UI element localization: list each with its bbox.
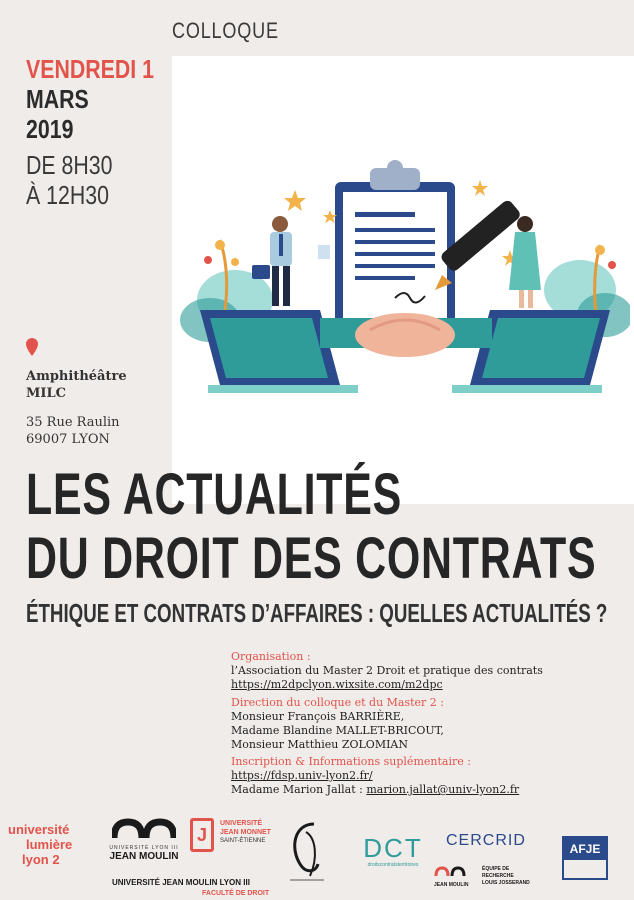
afje-name: AFJE bbox=[564, 838, 606, 860]
dct-name: DCT bbox=[363, 833, 423, 863]
lj-jml-mark-icon bbox=[434, 865, 468, 877]
jml-name: JEAN MOULIN bbox=[109, 851, 179, 862]
inscription-link[interactable]: https://fdsp.univ-lyon2.fr/ bbox=[231, 769, 373, 782]
organisation-name: l’Association du Master 2 Droit et pratique des contrats bbox=[231, 664, 543, 677]
logo-cercrid bbox=[446, 832, 526, 850]
monogram-logo-icon bbox=[284, 818, 330, 882]
time-start: DE 8H30 bbox=[26, 150, 113, 180]
organisation-label: Organisation : bbox=[231, 650, 311, 663]
lyon2-line1: université bbox=[8, 822, 70, 837]
time-end: À 12H30 bbox=[26, 180, 109, 210]
lj-line3: LOUIS JOSSERAND bbox=[482, 880, 530, 886]
jml-sub: UNIVERSITÉ LYON III bbox=[109, 845, 179, 851]
faculte-line2: FACULTÉ DE DROIT bbox=[202, 890, 270, 897]
logo-jean-moulin-lyon3 bbox=[104, 818, 184, 862]
date-year: 2019 bbox=[26, 114, 74, 144]
category-label: COLLOQUE bbox=[172, 18, 279, 43]
address-line2: 69007 LYON bbox=[26, 432, 110, 447]
logo-afje bbox=[562, 836, 608, 880]
organisation-link[interactable]: https://m2dpclyon.wixsite.com/m2dpc bbox=[231, 678, 443, 691]
contact-email-link[interactable]: marion.jallat@univ-lyon2.fr bbox=[366, 783, 520, 796]
faculte-line1: UNIVERSITÉ JEAN MOULIN LYON III bbox=[112, 878, 250, 887]
logo-dct bbox=[358, 834, 428, 868]
location-pin-icon bbox=[26, 338, 38, 356]
cercrid-name: CERCRID bbox=[446, 832, 526, 849]
logo-louis-josserand bbox=[434, 864, 530, 888]
direction-label: Direction du colloque et du Master 2 : bbox=[231, 696, 445, 709]
lj-sub: JEAN MOULIN bbox=[434, 882, 469, 888]
lyon2-line2: lumière bbox=[26, 837, 73, 852]
venue-name-line1: Amphithéâtre bbox=[26, 369, 127, 384]
title-line1: LES ACTUALITÉS bbox=[26, 462, 402, 527]
address-line1: 35 Rue Raulin bbox=[26, 415, 120, 430]
director-1: Monsieur François BARRIÈRE, bbox=[231, 710, 405, 723]
venue-name-line2: MILC bbox=[26, 386, 66, 401]
contract-handshake-illustration bbox=[180, 150, 630, 395]
date-month: MARS bbox=[26, 84, 89, 114]
title-line2: DU DROIT DES CONTRATS bbox=[26, 526, 597, 591]
ujm-line2: JEAN MONNET bbox=[220, 829, 271, 836]
dct-sub: droitscontratsterritoires bbox=[367, 862, 419, 868]
logo-faculte-droit bbox=[112, 872, 269, 897]
ujm-line3: SAINT-ÉTIENNE bbox=[220, 838, 266, 844]
jml-mark-icon bbox=[112, 818, 176, 840]
date-day: VENDREDI 1 bbox=[26, 54, 154, 84]
director-2: Madame Blandine MALLET-BRICOUT, bbox=[231, 724, 444, 737]
ujm-mark-icon: J bbox=[190, 818, 214, 852]
contact-line bbox=[231, 783, 519, 796]
lj-line2: RECHERCHE bbox=[482, 873, 514, 879]
contact-prefix: Madame Marion Jallat : bbox=[231, 783, 367, 796]
inscription-label: Inscription & Informations suplémentaire : bbox=[231, 755, 471, 768]
ujm-line1: UNIVERSITÉ bbox=[220, 820, 263, 827]
lyon2-line3: lyon 2 bbox=[22, 852, 60, 867]
director-3: Monsieur Matthieu ZOLOMIAN bbox=[231, 738, 408, 751]
logo-universite-lyon2 bbox=[8, 822, 90, 867]
subtitle: ÉTHIQUE ET CONTRATS D’AFFAIRES : QUELLES ACTUALITÉS ? bbox=[26, 598, 608, 628]
lj-line1: ÉQUIPE DE bbox=[482, 866, 510, 872]
